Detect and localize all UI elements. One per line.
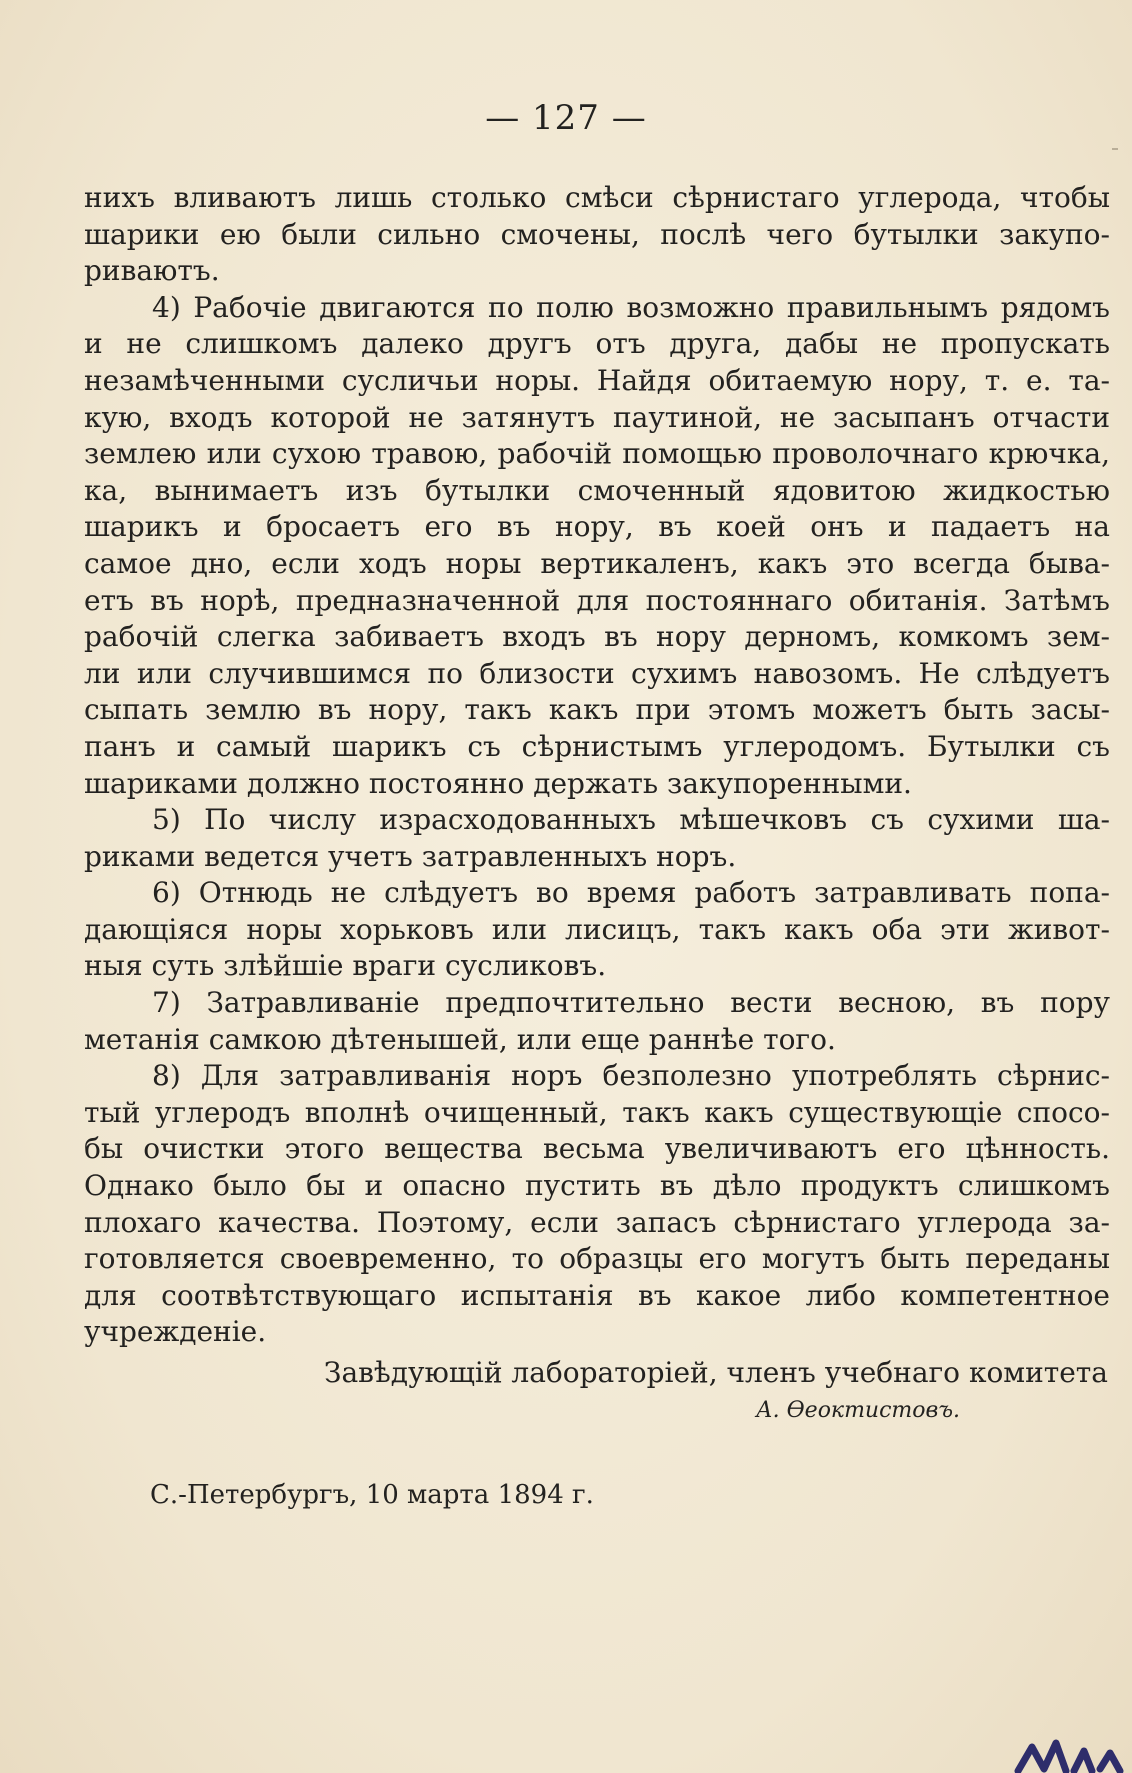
place-date: С.-Петербургъ, 10 марта 1894 г. <box>150 1480 594 1510</box>
text-line: етъ въ норѣ, предназначенной для постояннаго обитанія. Затѣмъ <box>84 583 1110 617</box>
text-line: шарикъ и бросаетъ его въ нору, въ коей онъ и падаетъ на <box>84 510 1110 544</box>
text-line: готовляется своевременно, то образцы его могутъ быть переданы <box>84 1242 1110 1276</box>
text-line: учрежденіе. <box>84 1315 267 1349</box>
text-line: рабочій слегка забиваетъ входъ въ нору дерномъ, комкомъ зем- <box>84 620 1110 654</box>
text-line: кую, входъ которой не затянутъ паутиной, не засыпанъ отчасти <box>84 400 1110 434</box>
bleed-through-mark <box>1112 148 1118 150</box>
text-line: 8) Для затравливанія норъ безполезно употреблять сѣрнис- <box>152 1059 1110 1093</box>
text-line: 5) По числу израсходованныхъ мѣшечковъ съ сухими ша- <box>152 803 1110 837</box>
text-line: ка, вынимаетъ изъ бутылки смоченный ядовитою жидкостью <box>84 473 1110 507</box>
signature-title: Завѣдующій лабораторіей, членъ учебнаго комитета <box>324 1356 1108 1389</box>
text-line: и не слишкомъ далеко другъ отъ друга, дабы не пропускать <box>84 327 1110 361</box>
text-line: плохаго качества. Поэтому, если запасъ сѣрнистаго углерода за- <box>84 1205 1110 1239</box>
text-line: для соотвѣтствующаго испытанія въ какое либо компетентное <box>84 1278 1110 1312</box>
text-line: бы очистки этого вещества весьма увеличиваютъ его цѣнность. <box>84 1132 1110 1166</box>
signature-name: А. Ѳеоктистовъ. <box>755 1398 960 1423</box>
text-line: 6) Отнюдь не слѣдуетъ во время работъ затравливать попа- <box>152 876 1110 910</box>
text-line: панъ и самый шарикъ съ сѣрнистымъ углеродомъ. Бутылки съ <box>84 729 1110 763</box>
text-line: 4) Рабочіе двигаются по полю возможно правильнымъ рядомъ <box>152 290 1110 324</box>
text-line: ныя суть злѣйшіе враги сусликовъ. <box>84 949 607 983</box>
text-line: шариками должно постоянно держать закупоренными. <box>84 766 912 800</box>
body-text <box>84 180 1110 1351</box>
ink-stamp-fragment <box>1014 1733 1124 1773</box>
text-line: нихъ вливаютъ лишь столько смѣси сѣрнистаго углерода, чтобы <box>84 181 1110 214</box>
text-line: шарики ею были сильно смочены, послѣ чего бутылки закупо- <box>84 217 1110 251</box>
text-line: незамѣченными сусличьи норы. Найдя обитаемую нору, т. е. та- <box>84 363 1110 397</box>
text-line: сыпать землю въ нору, такъ какъ при этомъ можетъ быть засы- <box>84 693 1110 727</box>
text-line: землею или сухою травою, рабочій помощью проволочнаго крючка, <box>84 437 1110 471</box>
signature-block <box>84 1354 1108 1430</box>
text-line: самое дно, если ходъ норы вертикаленъ, какъ это всегда быва- <box>84 546 1110 580</box>
text-line: тый углеродъ вполнѣ очищенный, такъ какъ существующіе спосо- <box>84 1095 1110 1129</box>
text-line: риками ведется учетъ затравленныхъ норъ. <box>84 839 737 873</box>
text-line: 7) Затравливаніе предпочтительно вести весною, въ пору <box>152 986 1110 1020</box>
text-line: Однако было бы и опасно пустить въ дѣло продуктъ слишкомъ <box>84 1169 1110 1203</box>
text-line: ли или случившимся по близости сухимъ навозомъ. Не слѣдуетъ <box>84 656 1110 690</box>
text-line: метанія самкою дѣтенышей, или еще раннѣе того. <box>84 1022 836 1056</box>
text-line: дающіяся норы хорьковъ или лисицъ, такъ какъ оба эти живот- <box>84 912 1110 946</box>
page-number: — 127 — <box>485 98 647 138</box>
text-line: риваютъ. <box>84 254 220 288</box>
